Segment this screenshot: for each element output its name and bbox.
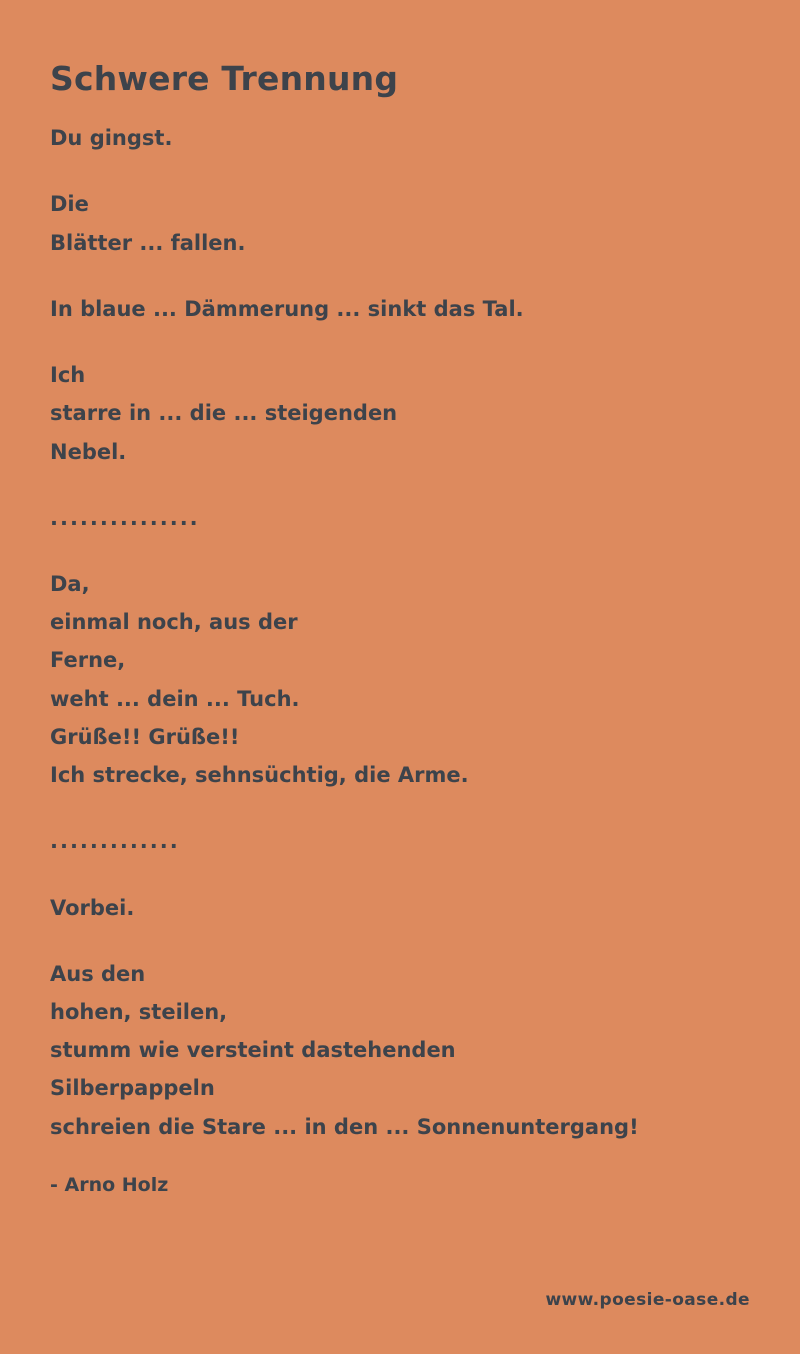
poem-line: weht ... dein ... Tuch. (50, 686, 300, 711)
stanza-separator (50, 499, 750, 537)
poem-line: einmal noch, aus der (50, 610, 298, 635)
poem-line: Nebel. (50, 439, 127, 464)
poem-line: Aus den (50, 961, 146, 986)
poem-line: Grüße!! Grüße!! (50, 724, 240, 749)
poem-line: Blätter ... fallen. (50, 230, 246, 255)
poem-line: Ich (50, 363, 86, 388)
poem-line: ............... (50, 505, 200, 530)
poem-line: Ferne, (50, 648, 126, 673)
page-title: Schwere Trennung (50, 59, 399, 98)
poem-line: Da, (50, 572, 90, 596)
stanza (50, 889, 750, 927)
poem-line: stumm wie versteint dastehenden (50, 1038, 456, 1063)
stanza (50, 565, 750, 794)
stanza-separator (50, 822, 750, 860)
website-url: www.poesie-oase.de (545, 1290, 750, 1310)
stanza (50, 955, 750, 1146)
stanza (50, 185, 750, 261)
poem-line: Ich strecke, sehnsüchtig, die Arme. (50, 763, 469, 788)
stanza (50, 119, 750, 157)
poem-line: schreien die Stare ... in den ... Sonnenuntergang! (50, 1114, 639, 1139)
poem-line: hohen, steilen, (50, 999, 228, 1024)
poem-line: Silberpappeln (50, 1076, 215, 1101)
poem-body (50, 119, 750, 1196)
poem-line: starre in ... die ... steigenden (50, 401, 398, 426)
poem-line: In blaue ... Dämmerung ... sinkt das Tal. (50, 296, 524, 321)
poem-line: Die (50, 192, 89, 217)
stanza (50, 290, 750, 328)
poem-line: Du gingst. (50, 126, 173, 151)
poem-line: ............. (50, 829, 180, 854)
stanza (50, 356, 750, 471)
poem-author: - Arno Holz (50, 1173, 169, 1196)
poem-line: Vorbei. (50, 895, 135, 920)
